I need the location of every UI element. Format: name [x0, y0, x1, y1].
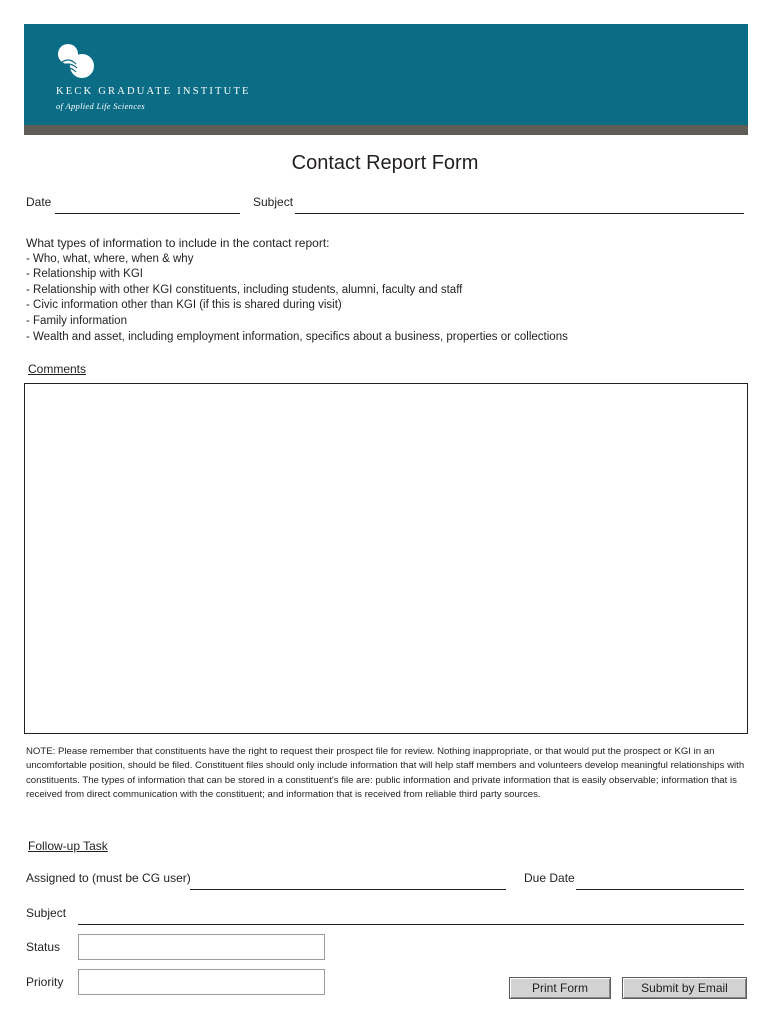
org-subtitle: of Applied Life Sciences [56, 101, 145, 111]
list-item: - Relationship with other KGI constituents, including students, alumni, faculty and staff [26, 283, 463, 296]
due-date-label: Due Date [524, 871, 575, 885]
comments-textarea[interactable] [24, 383, 748, 734]
org-name: KECK GRADUATE INSTITUTE [56, 86, 251, 97]
status-field[interactable] [78, 934, 325, 960]
assigned-field[interactable] [190, 889, 506, 890]
info-block [26, 236, 568, 345]
list-item: - Wealth and asset, including employment information, specifics about a business, properties or collections [26, 330, 568, 343]
list-item: - Civic information other than KGI (if this is shared during visit) [26, 299, 342, 312]
followup-subject-label: Subject [26, 906, 67, 920]
list-item: - Family information [26, 314, 127, 327]
date-field[interactable] [55, 213, 240, 214]
print-form-button[interactable]: Print Form [509, 977, 611, 999]
info-list [26, 252, 568, 346]
submit-by-email-button[interactable]: Submit by Email [622, 977, 747, 999]
due-date-field[interactable] [576, 889, 744, 890]
header-stripe [24, 125, 748, 135]
priority-field[interactable] [78, 969, 325, 995]
kgi-logo-icon [56, 42, 96, 82]
subject-field[interactable] [295, 213, 744, 214]
comments-label: Comments [28, 362, 87, 376]
followup-label: Follow-up Task [28, 839, 108, 853]
info-heading: What types of information to include in the contact report: [26, 236, 330, 250]
page-title: Contact Report Form [291, 152, 479, 174]
subject-label: Subject [253, 195, 294, 209]
status-label: Status [26, 940, 61, 954]
assigned-label: Assigned to (must be CG user) [26, 871, 191, 885]
list-item: - Who, what, where, when & why [26, 252, 194, 265]
note-text: NOTE: Please remember that constituents have the right to request their prospect file for review. Nothing inappropriate, or that would put the prospect or KGI in an uncomfortable position, should be filed. Constituent files should only include information that will help staff members and volunteers develop meaningful relationships with constituents. The types of information that can be stored in a constituent's file are: public information and private information that is easily observable; information that is received from direct communication with the constituent; and information that is received from reliable third party sources. [26, 746, 745, 801]
date-label: Date [26, 195, 52, 209]
priority-label: Priority [26, 975, 64, 989]
followup-subject-field[interactable] [78, 924, 744, 925]
list-item: - Relationship with KGI [26, 268, 143, 281]
